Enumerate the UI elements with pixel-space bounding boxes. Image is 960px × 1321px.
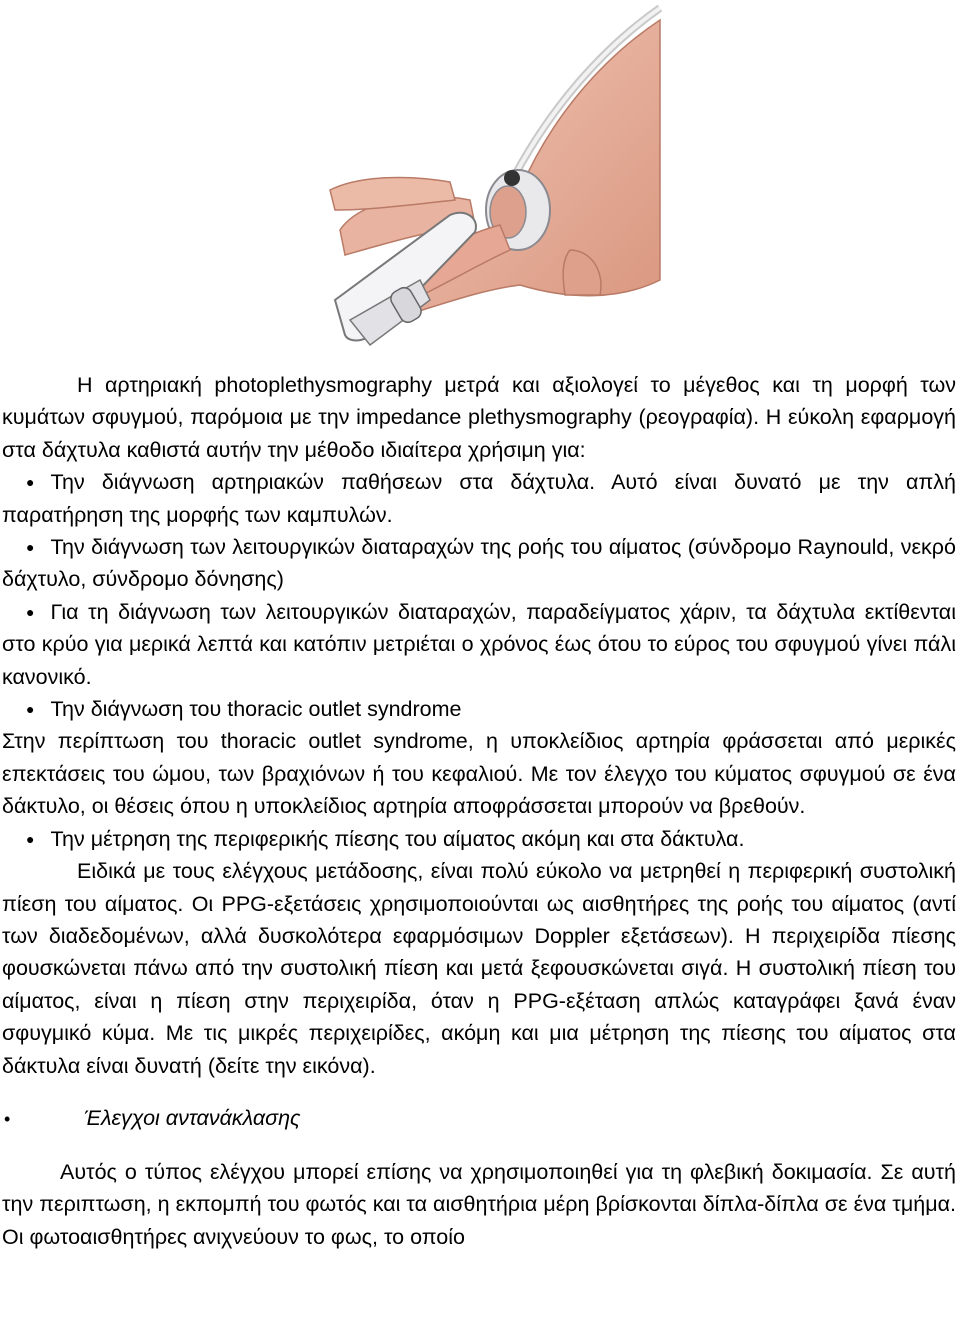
bullet-icon: ● — [26, 603, 35, 620]
bullet-icon: ● — [26, 830, 35, 847]
section-bullet: • — [4, 1108, 11, 1129]
list-item-text: Την διάγνωση του thoracic outlet syndrome — [50, 697, 462, 722]
list-item-text: Για τη διάγνωση των λειτουργικών διαταραχών, παραδείγματος χάριν, τα δάχτυλα εκτίθενται στο κρύο για μερικά λεπτά και κατόπιν μετριέται ο χρόνος έως ότου το εύρος του σφυγμού γίνει πάλι κανονικό. — [2, 599, 956, 689]
finger-sensor-figure — [300, 0, 680, 360]
paragraph-pressure: Ειδικά με τους ελέγχους μετάδοσης, είναι πολύ εύκολο να μετρηθεί η περιφερική συστολική πίεση του αίματος. Οι PPG-εξετάσεις χρησιμοποιούνται ως αισθητήρες της ροής του αίματος (αντί των διαδεδομένων, αλλά δυσκολότερα εφαρμόσιμων Doppler εξετάσεων). Η περιχειρίδα πίεσης φουσκώνεται πάνω από την συστολική πίεση και μετά ξεφουσκώνεται σιγά. Η συστολική πίεση του αίματος, είναι η πίεση στην περιχειρίδα, όταν η PPG-εξέταση απλώς καταγράφει ξανά έναν σφυγμικό κύμα. Με τις μικρές περιχειρίδες, ακόμη και μια μέτρηση της πίεσης του αίματος στα δάκτυλα είναι δυνατή (δείτε την εικόνα). — [2, 859, 956, 1078]
list-item-text: Την διάγνωση αρτηριακών παθήσεων στα δάχτυλα. Αυτό είναι δυνατό με την απλή παρατήρηση της μορφής των καμπυλών. — [2, 470, 956, 527]
section-heading — [2, 1102, 956, 1136]
section-title: Έλεγχοι αντανάκλασης — [84, 1105, 301, 1130]
finger-pulse-sensor-illustration-icon — [300, 0, 680, 360]
bullet-icon: ● — [26, 539, 35, 556]
bullet-icon: ● — [26, 474, 35, 491]
paragraph-intro: Η αρτηριακή photoplethysmography μετρά και αξιολογεί το μέγεθος και τη μορφή των κυμάτων σφυγμού, παρόμοια με την impedance plethysmography (ρεογραφία). Η εύκολη εφαρμογή στα δάχτυλα καθιστά αυτήν την μέθοδο ιδιαίτερα χρήσιμη για: — [2, 373, 956, 462]
list-item — [2, 693, 956, 725]
document-body — [2, 369, 956, 1253]
list-item — [2, 531, 956, 596]
paragraph-thoracic: Στην περίπτωση του thoracic outlet syndrome, η υποκλείδιος αρτηρία φράσσεται από μερικές επεκτάσεις του ώμου, των βραχιόνων ή του κεφαλιού. Με τον έλεγχο του κύματος σφυγμού σε ένα δάκτυλο, οι θέσεις όπου η υποκλείδιος αρτηρία αποφράσσεται μπορούν να βρεθούν. — [2, 729, 956, 819]
paragraph-reflection: Αυτός ο τύπος ελέγχου μπορεί επίσης να χρησιμοποιηθεί για τη φλεβική δοκιμασία. Σε αυτή την περιπτωση, η εκπομπή του φωτός και τα αισθητήρια μέρη βρίσκονται δίπλα-δίπλα σε ένα τμήμα. Οι φωτοαισθητήρες ανιχνεύουν το φως, το οποίο — [2, 1159, 956, 1249]
list-item — [2, 466, 956, 531]
list-item-text: Την μέτρηση της περιφερικής πίεσης του αίματος ακόμη και στα δάκτυλα. — [50, 826, 745, 851]
list-item — [2, 823, 956, 855]
bullet-icon: ● — [26, 701, 35, 718]
list-item-text: Την διάγνωση των λειτουργικών διαταραχών της ροής του αίματος (σύνδρομο Raynould, νεκρό δάχτυλο, σύνδρομο δόνησης) — [2, 535, 956, 592]
list-item — [2, 596, 956, 693]
